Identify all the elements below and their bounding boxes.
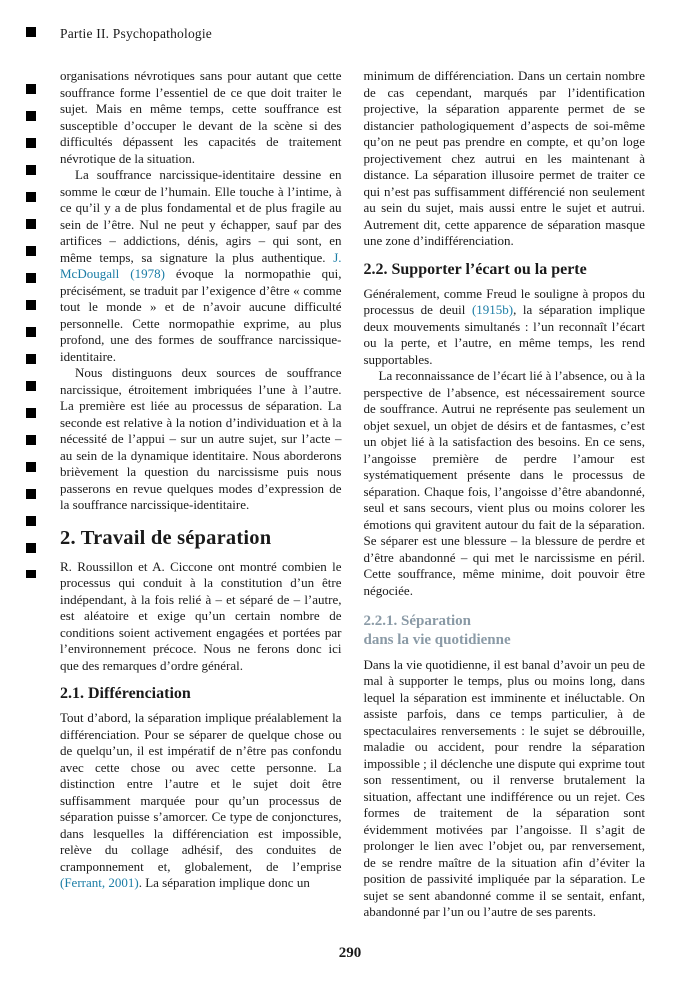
- heading-line: dans la vie quotidienne: [363, 631, 511, 648]
- header-square-mark: [26, 27, 36, 37]
- paragraph-text: Généralement, comme Freud le souligne à propos du processus de deuil: [363, 285, 645, 317]
- paragraph-continuation: minimum de différenciation. Dans un certain nombre de cas cependant, marqués par l’identification projective, la séparation apparente permet de se distancier pathologiquement d’aspects de soi-même qu’on ne peut pas prendre en compte, et qu’on loge projectivement chez autrui en les maintenant à distance. La séparation illusoire permet de traiter ce qui n’est pas suffisamment différencié non seulement au sein du sujet, mais aussi entre le sujet et autrui. Autrement dit, cette apparence de séparation masque une zone d’indifférenciation.: [363, 68, 645, 248]
- paragraph: Dans la vie quotidienne, il est banal d’avoir un peu de mal à supporter le temps, plus ou moins long, dans lequel la séparation est imminente et inéluctable. On assiste parfois, dans ce temps particulier, à de spectaculaires renversements : le sujet se débrouille, maladie ou accident, pour rendre la séparation impossible ; il déclenche une dispute qui exprime tout son ressentiment, ou il renverse brutalement la situation, affectant une indifférence ou un rejet. Ces formes de traitement de la séparation sont évidemment motivées par l’angoisse. Il s’agit de prolonger le lien avec l’objet ou, par renversement, de se rendre maître de la situation afin d’éviter la position de passivité impliquée par la séparation. Le sujet se sent abandonné comme il se sentait, enfant, abandonné par l’un ou l’autre de ses parents.: [363, 656, 645, 919]
- citation-link-ferrant-2001[interactable]: (Ferrant, 2001): [60, 875, 139, 890]
- paragraph-text: . La séparation implique donc un: [138, 875, 310, 890]
- section-heading-travail-de-separation: 2. Travail de séparation: [60, 526, 272, 549]
- paragraph-text: Tout d’abord, la séparation implique préalablement la différenciation. Pour se séparer de quelque chose ou de quelqu’un, il est impératif de n’être pas confondu avec cette chose ou avec cette personne. La distinction entre l’autre et le sujet doit être suffisamment marquée pour qu’un processus de séparation puisse s’amorcer. Ce type de conjonctures, dans lesquelles la différenciation est impossible, relève du collage adhésif, des conduites de cramponnement et, globalement, de l’emprise: [60, 710, 342, 874]
- two-column-text: [60, 68, 645, 921]
- right-column: [364, 68, 646, 921]
- citation-link-freud-1915b[interactable]: (1915b): [471, 302, 514, 317]
- paragraph: Nous distinguons deux sources de souffrance narcissique, étroitement imbriquées l’une à l’autre. La première est liée au processus de séparation. La seconde est relative à la notion d’individuation et à la nécessité de l’appui – sur un autre sujet, sur l’acte – au sein de la dynamique identitaire. Nous aborderons brièvement la question du narcissisme puis nous passerons en revue quelques modes d’expression de la souffrance narcissique-identitaire.: [60, 365, 342, 512]
- paragraph-continuation: organisations névrotiques sans pour autant que cette souffrance forme l’essentiel de ce que doit traiter le sujet. Mais en même temps, cette souffrance est susceptible d’occuper le devant de la scène si des difficultés dépassent les capacités de traitement névrotique de la situation.: [60, 68, 342, 166]
- paragraph: La reconnaissance de l’écart lié à l’absence, ou à la perspective de l’absence, est nécessairement source de souffrance. Autrui ne représente pas seulement un objet sexuel, un objet de désirs et de fantasmes, c’est un objet lié à la satisfaction des besoins. En ce sens, l’angoisse première de perdre l’amour est systématiquement présente dans le processus de séparation. Chaque fois, l’angoisse d’être abandonné, seul et sans secours, vient plus ou moins colorer les émotions qui gravitent autour du fait de la séparation. Se séparer est une blessure – la blessure de perdre et d’être abandonné – qui met le narcissisme en péril. Cette souffrance, même minime, doit pouvoir être négociée.: [363, 368, 645, 598]
- left-column: [60, 68, 342, 921]
- scan-edge-marks: [26, 84, 36, 578]
- paragraph-text: La souffrance narcissique-identitaire dessine en somme le cœur de l’humain. Elle touche à l’intime, à ce qu’il y a de plus fondamental et de plus fragile au sein de l’être. Nul ne peut y échapper, sauf par des artifices – addictions, dénis, agirs – qui sont, en même temps, sa signature la plus authentique.: [60, 167, 342, 265]
- paragraph: [60, 710, 342, 892]
- citation-link-mcdougall-1978[interactable]: J. McDougall (1978): [60, 249, 342, 281]
- page-number: 290: [338, 945, 362, 961]
- paragraph: [364, 286, 646, 369]
- subsubsection-heading-separation-vie-quotidienne: [364, 612, 646, 650]
- paragraph: [60, 167, 342, 365]
- paragraph-text: , la séparation implique deux mouvements simultanés : l’un reconnaît l’écart ou la perte, et l’autre, en même temps, les rend supportables.: [363, 302, 645, 367]
- running-header: [60, 26, 645, 42]
- heading-line: 2.2.1. Séparation: [363, 613, 472, 629]
- subsection-heading-supporter-ecart-ou-perte: 2.2. Supporter l’écart ou la perte: [363, 260, 587, 278]
- paragraph-text: évoque la normopathie qui, précisément, se traduit par l’exigence d’être « comme tout le monde » et de n’avoir aucune difficulté personnelle. Cette normopathie exprime, au plus profond, une des formes de souffrance narcissique-identitaire.: [60, 266, 342, 364]
- running-header-text: Partie II. Psychopathologie: [60, 26, 212, 41]
- paragraph: R. Roussillon et A. Ciccone ont montré combien le processus qui conduit à la constitution d’un être indépendant, à la fois relié à – et séparé de – l’autre, est aléatoire et exige qu’un certain nombre de conditions soient activement engagées et portées par l’environnement précoce. Nous ne ferons donc ici que des remarques d’ordre général.: [60, 558, 342, 673]
- subsection-heading-differenciation: 2.1. Différenciation: [60, 685, 191, 702]
